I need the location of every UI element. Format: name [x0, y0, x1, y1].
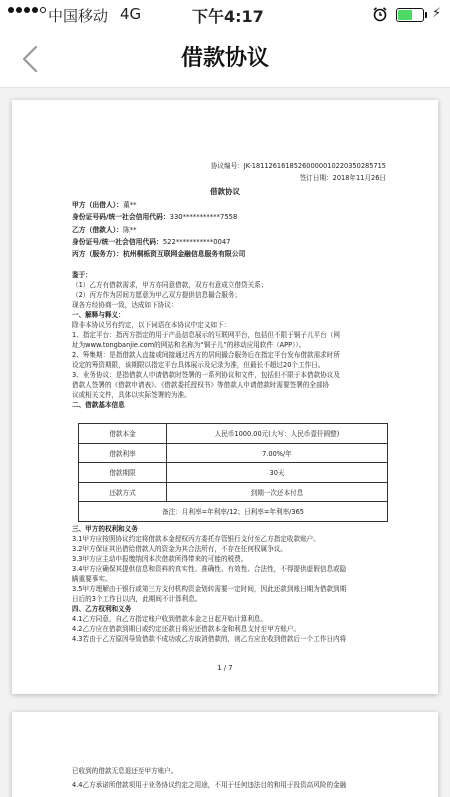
charging-icon: ⚡	[432, 6, 442, 21]
party-a: 甲方（出借人）：董**	[72, 201, 137, 209]
clause-line: 3.2甲方保证其出借给借款人的资金为其合法所有，不存在任何权属争议。	[72, 545, 287, 553]
clause-line: 鉴于：	[72, 271, 92, 279]
rights-section	[72, 524, 392, 644]
clause-line: 借款人签署的《借款申请表》、《借款委托授权书》等借款人申请借款时需要签署的全部协	[72, 381, 330, 389]
nav-bar	[0, 30, 450, 88]
page2-text	[72, 766, 392, 790]
page-title: 借款协议	[180, 46, 269, 71]
table-cell: 借款期限	[79, 463, 167, 483]
battery-tip	[425, 12, 427, 18]
clause-line: （1）乙方有借款需求，甲方亦同意借款，双方有意成立借贷关系；	[72, 281, 268, 289]
clause-line: 3.1甲方应按照协议约定将借款本金授权丙方委托存管银行支付至乙方指定收款账户。	[72, 535, 320, 543]
table-cell: 借款本金	[79, 424, 167, 444]
party-b: 乙方（借款人）：陈**	[72, 226, 137, 234]
clause-line: 三、甲方的权利和义务	[72, 525, 138, 533]
status-bar	[0, 0, 450, 30]
carrier-label: 中国移动	[48, 7, 109, 25]
clause-line: 3.4甲方应确保其提供信息和资料的真实性、准确性、有效性、合法性，不得提供虚假信息或隐	[72, 565, 347, 573]
alarm-clock-icon	[372, 6, 388, 22]
clause-line: 4.4乙方承诺所借款项用于业务协议约定之用途，不用于任何违法目的和用于投资高风险的金融	[72, 781, 347, 789]
clause-line: 址为www.tongbanjie.com的网站和名称为“铜子儿”的移动应用软件（APP））。	[72, 341, 306, 349]
signed-date: 签订日期：2018年11月26日	[299, 174, 386, 182]
document-page-2[interactable]	[12, 712, 438, 797]
clock: 下午4:17	[192, 7, 264, 26]
network-type: 4G	[120, 5, 142, 23]
party-a-id: 身份证号码/统一社会信用代码：330***********7558	[72, 213, 238, 221]
clause-line: 一、解释与释义：	[72, 311, 125, 319]
signal-strength-icon	[8, 7, 46, 13]
clause-line: 现各方经协商一致，达成如下协议：	[72, 301, 178, 309]
table-row	[79, 482, 388, 502]
document-title: 借款协议	[210, 187, 240, 196]
clause-line: 瞒重要事实。	[72, 575, 112, 583]
page-number: 1 / 7	[217, 664, 233, 672]
table-row	[79, 443, 388, 463]
document-page-1[interactable]	[12, 100, 438, 694]
table-note: 备注：月利率=年利率/12；日利率=年利率/365	[79, 502, 388, 522]
clause-line: 4.3若由于乙方原因导致借款不成功或乙方取消借款的，则乙方应在收到借款后一个工作日内将	[72, 635, 347, 643]
loan-terms-table	[78, 423, 388, 522]
clause-line: 3.5甲方理解由于银行或第三方支付机构资金划转需要一定时间，因此还款到账日期为借款到期	[72, 585, 347, 593]
clause-line: （2）丙方作为居间方愿意为甲乙双方提供信息撮合服务；	[72, 291, 242, 299]
clause-line: 四、乙方权利和义务	[72, 605, 132, 613]
table-cell: 到期一次还本付息	[167, 482, 388, 502]
table-cell: 7.00%/年	[167, 443, 388, 463]
table-cell: 还款方式	[79, 482, 167, 502]
clause-line: 4.2乙方应在借款到期日或约定还款日将应还借款本金和利息支付至甲方账户。	[72, 625, 301, 633]
clause-line: 3、业务协议：是指借款人申请借款时签署的一系列协议和文件，包括但不限于本借款协议及	[72, 371, 340, 379]
party-b-id: 身份证号/统一社会信用代码：522***********0047	[72, 238, 231, 246]
table-row	[79, 463, 388, 483]
clause-line: 二、借款基本信息	[72, 401, 125, 409]
table-cell: 人民币1000.00元(大写：人民币壹仟圆整)	[167, 424, 388, 444]
party-c: 丙方（服务方）：杭州桐栎资互联网金融信息服务有限公司	[72, 250, 246, 258]
clause-line: 已收到的借款无息退还至甲方账户。	[72, 767, 178, 775]
clause-line: 2、筹集期：是指借款人直接或间接通过丙方的居间撮合服务后在指定平台发布借款需求时所	[72, 351, 340, 359]
clause-line: 除非本协议另有约定，以下词语在本协议中定义如下：	[72, 321, 231, 329]
table-row	[79, 502, 388, 522]
table-cell: 30天	[167, 463, 388, 483]
clause-line: 1、指定平台：指丙方指定的用于产品信息展示的互联网平台，包括但不限于铜子儿平台（网	[72, 331, 340, 339]
clause-line: 4.1乙方同意，自乙方指定账户收到借款本金之日起开始计算利息。	[72, 615, 268, 623]
clause-line: 设定的筹资期限，该期限以指定平台具体展示及记录为准，但最长不超过20个工作日。	[72, 361, 325, 369]
clauses-section	[72, 270, 392, 410]
table-row	[79, 424, 388, 444]
contract-number: 协议编号：JK-1811261618526000001022035028571​5	[210, 162, 386, 170]
back-chevron-icon[interactable]	[14, 42, 48, 76]
table-cell: 借款利率	[79, 443, 167, 463]
clause-line: 议或相关文件，具体以实际签署的为准。	[72, 391, 191, 399]
battery-icon	[396, 8, 424, 22]
clause-line: 日后的3个工作日以内，此期间不计算利息。	[72, 595, 202, 603]
clause-line: 3.3甲方应主动申报缴纳因本次借款所得带来的可能的税费。	[72, 555, 248, 563]
